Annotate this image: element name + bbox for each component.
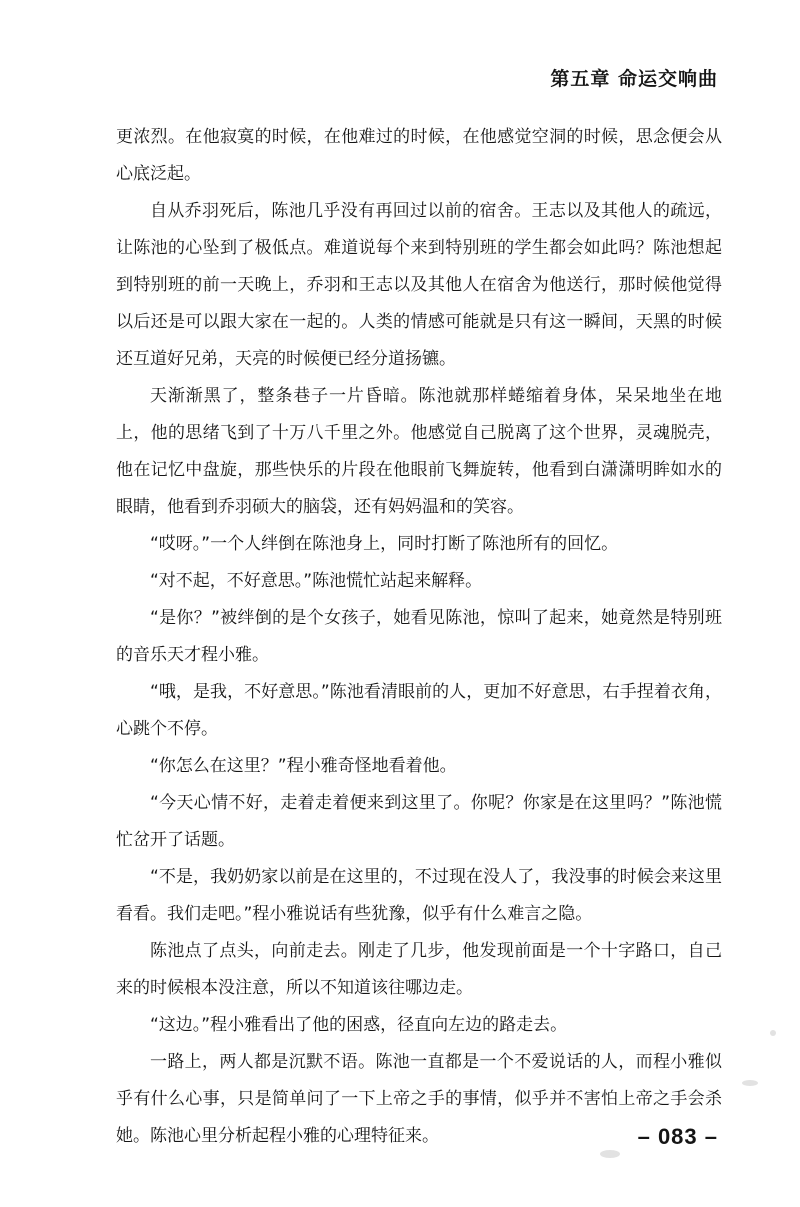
scan-speck bbox=[770, 1030, 776, 1036]
paragraph: 更浓烈。在他寂寞的时候，在他难过的时候，在他感觉空洞的时候，思念便会从心底泛起。 bbox=[116, 127, 722, 184]
scan-speck bbox=[600, 1150, 620, 1158]
paragraph: “这边。”程小雅看出了他的困惑，径直向左边的路走去。 bbox=[150, 1015, 568, 1035]
chapter-header: 第五章 命运交响曲 bbox=[550, 68, 718, 90]
paragraph: “是你？”被绊倒的是个女孩子，她看见陈池，惊叫了起来，她竟然是特别班的音乐天才程小雅。 bbox=[116, 608, 722, 665]
paragraph: 自从乔羽死后，陈池几乎没有再回过以前的宿舍。王志以及其他人的疏远，让陈池的心坠到了极低点。难道说每个来到特别班的学生都会如此吗？陈池想起到特别班的前一天晚上，乔羽和王志以及其他人在宿舍为他送行，那时候他觉得以后还是可以跟大家在一起的。人类的情感可能就是只有这一瞬间，天黑的时候还互道好兄弟，天亮的时候便已经分道扬镳。 bbox=[116, 201, 722, 369]
scan-speck bbox=[742, 1080, 758, 1086]
page-number: – 083 – bbox=[637, 1124, 718, 1149]
paragraph: “不是，我奶奶家以前是在这里的，不过现在没人了，我没事的时候会来这里看看。我们走吧。”程小雅说话有些犹豫，似乎有什么难言之隐。 bbox=[116, 867, 722, 924]
paragraph: “对不起，不好意思。”陈池慌忙站起来解释。 bbox=[150, 571, 483, 591]
paragraph: “哦，是我，不好意思。”陈池看清眼前的人，更加不好意思，右手捏着衣角，心跳个不停。 bbox=[116, 682, 722, 739]
paragraph: “你怎么在这里？”程小雅奇怪地看着他。 bbox=[150, 756, 457, 776]
paragraph: 陈池点了点头，向前走去。刚走了几步，他发现前面是一个十字路口，自己来的时候根本没注意，所以不知道该往哪边走。 bbox=[116, 941, 722, 998]
paragraph: 一路上，两人都是沉默不语。陈池一直都是一个不爱说话的人，而程小雅似乎有什么心事，只是简单问了一下上帝之手的事情，似乎并不害怕上帝之手会杀她。陈池心里分析起程小雅的心理特征来。 bbox=[116, 1052, 722, 1146]
body-text bbox=[116, 119, 722, 1155]
paragraph: “哎呀。”一个人绊倒在陈池身上，同时打断了陈池所有的回忆。 bbox=[150, 534, 619, 554]
paragraph: 天渐渐黑了，整条巷子一片昏暗。陈池就那样蜷缩着身体，呆呆地坐在地上，他的思绪飞到了十万八千里之外。他感觉自己脱离了这个世界，灵魂脱壳，他在记忆中盘旋，那些快乐的片段在他眼前飞舞旋转，他看到白潇潇明眸如水的眼睛，他看到乔羽硕大的脑袋，还有妈妈温和的笑容。 bbox=[116, 386, 722, 517]
paragraph: “今天心情不好，走着走着便来到这里了。你呢？你家是在这里吗？”陈池慌忙岔开了话题。 bbox=[116, 793, 722, 850]
